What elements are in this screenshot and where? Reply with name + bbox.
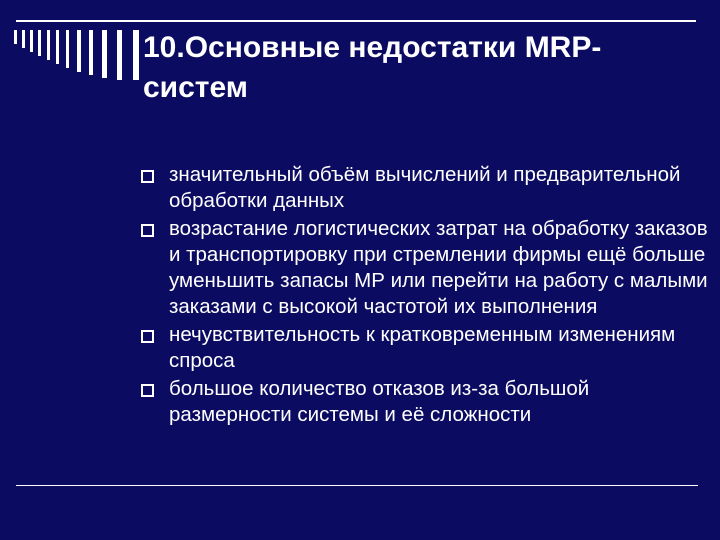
square-bullet-icon	[141, 330, 154, 343]
square-bullet-icon	[141, 170, 154, 183]
bullet-text: значительный объём вычислений и предварительной обработки данных	[169, 163, 681, 212]
top-divider	[16, 20, 696, 22]
list-item	[139, 376, 709, 428]
list-item	[139, 162, 709, 214]
bullet-text: нечувствительность к кратковременным изменениям спроса	[169, 323, 676, 372]
barcode-decoration	[14, 30, 144, 80]
list-item	[139, 216, 709, 320]
bullet-text: большое количество отказов из-за большой размерности системы и её сложности	[169, 377, 590, 426]
square-bullet-icon	[141, 384, 154, 397]
list-item	[139, 322, 709, 374]
bullet-list	[139, 162, 709, 434]
bottom-divider	[16, 485, 698, 486]
slide-title: 10.Основные недостатки MRP- систем	[143, 31, 602, 104]
bullet-text: возрастание логистических затрат на обработку заказов и транспортировку при стремлении фирмы ещё больше уменьшить запасы МР или перейти на работу с малыми заказами с высокой частотой их выполнения	[169, 217, 708, 318]
square-bullet-icon	[141, 224, 154, 237]
